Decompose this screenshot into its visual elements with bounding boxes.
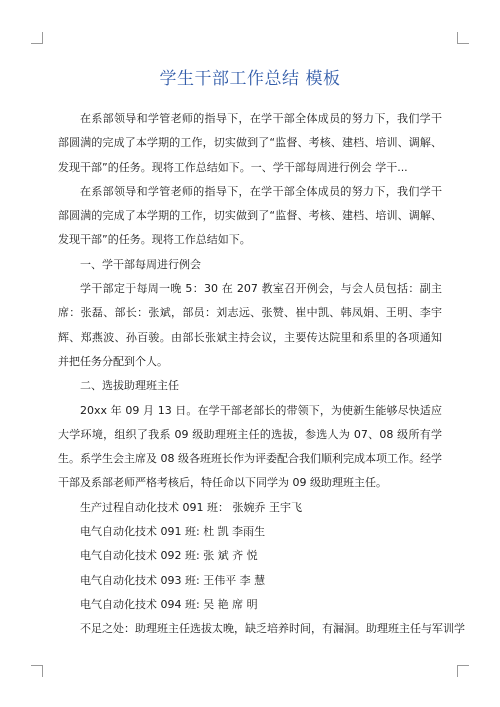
paragraph-summary-1: 在系部领导和学管老师的指导下，在学干部全体成员的努力下，我们学干部圆满的完成了本学期的工作，切实做到了“监督、考核、建档、培训、调解、发现干部”的任务。现将工作总结如下。一、学干部每周进行例会 学干... bbox=[58, 112, 442, 174]
list-item-class-091-electrical: 电气自动化技术 091 班: 杜 凯 李雨生 bbox=[80, 525, 266, 539]
list-item-class-092-electrical: 电气自动化技术 092 班: 张 斌 齐 悦 bbox=[80, 549, 258, 563]
list-item-class-093-electrical: 电气自动化技术 093 班: 王伟平 李 慧 bbox=[80, 573, 266, 587]
crop-mark-bottom-left-v bbox=[42, 665, 43, 677]
crop-mark-bottom-right-v bbox=[457, 665, 458, 677]
list-item-class-091-production: 生产过程自动化技术 091 班： 张婉乔 王宇飞 bbox=[80, 500, 302, 514]
section-heading-weekly-meeting: 一、学干部每周进行例会 bbox=[80, 257, 201, 271]
paragraph-weekly-meeting: 学干部定于每周一晚 5：30 在 207 教室召开例会，与会人员包括：副主席：张磊、部长：张斌，部员：刘志远、张赞、崔中凯、韩凤娟、王明、李宇辉、郑燕波、孙百骏。由部长张斌主持会议，主要传达院里和系里的各项通知并把任务分配到个人。 bbox=[58, 282, 442, 368]
crop-mark-top-left-v bbox=[42, 32, 43, 44]
paragraph-summary-2: 在系部领导和学管老师的指导下，在学干部全体成员的努力下，我们学干部圆满的完成了本学期的工作，切实做到了“监督、考核、建档、培训、调解、发现干部”的任务。现将工作总结如下。 bbox=[58, 184, 442, 247]
list-item-class-094-electrical: 电气自动化技术 094 班: 吴 艳 席 明 bbox=[80, 597, 258, 611]
paragraph-assistant-selection: 20xx 年 09 月 13 日。在学干部老部长的带领下，为使新生能够尽快适应大学环境，组织了我系 09 级助理班主任的选拔，参选人为 07、08 级所有学生。系学生会主席及 08 级各班班长作为评委配合我们顺利完成本项工作。经学干部及系部老师严格考核后，特任命以下同学为 09 级助理班主任。 bbox=[58, 403, 442, 490]
crop-mark-top-right-v bbox=[457, 32, 458, 44]
crop-mark-top-right-h bbox=[457, 43, 469, 44]
crop-mark-bottom-right-h bbox=[457, 665, 469, 666]
section-heading-assistant-selection: 二、选拔助理班主任 bbox=[80, 379, 179, 393]
document-body bbox=[58, 107, 465, 642]
document-title: 学生干部工作总结 模板 bbox=[159, 69, 341, 89]
paragraph-shortcomings: 不足之处：助理班主任选拔太晚，缺乏培养时间，有漏洞。助理班主任与军训学 bbox=[80, 622, 465, 636]
